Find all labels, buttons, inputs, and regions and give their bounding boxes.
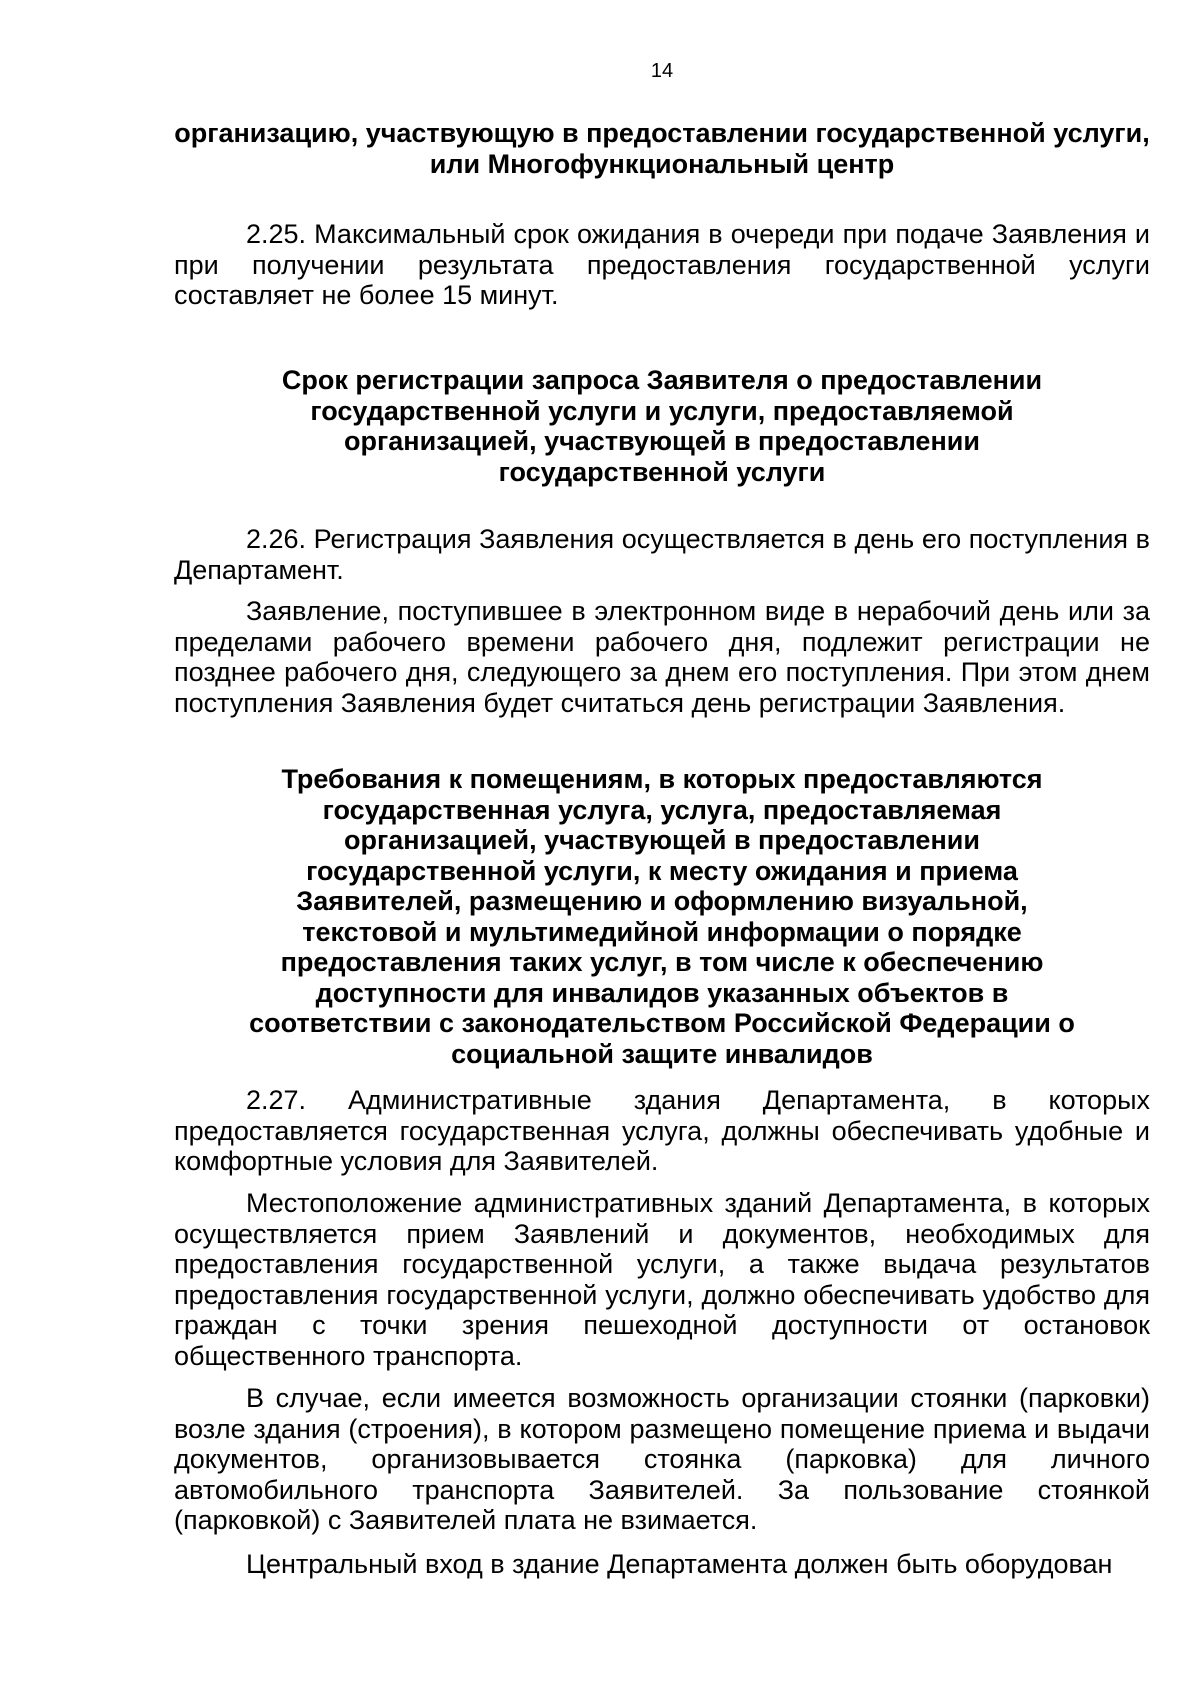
paragraph-2-26: 2.26. Регистрация Заявления осуществляется в день его поступления в Департамент.	[174, 524, 1150, 585]
section-heading-premises-requirements: Требования к помещениям, в которых предоставляются государственная услуга, услуга, предоставляемая организацией, участвующей в предоставлении государственной услуги, к месту ожидания и приема Заявителей, размещению и оформлению визуальной, текстовой и мультимедийной информации о порядке предоставления таких услуг, в том числе к обеспечению доступности для инвалидов указанных объектов в соответствии с законодательством Российской Федерации о социальной защите инвалидов	[249, 764, 1075, 1069]
paragraph-2-27-location: Местоположение административных зданий Департамента, в которых осуществляется прием Заявлений и документов, необходимых для предоставления государственной услуги, а также выдача результатов предоставления государственной услуги, должно обеспечивать удобство для граждан с точки зрения пешеходной доступности от остановок общественного транспорта.	[174, 1188, 1150, 1371]
document-page	[174, 0, 1150, 1698]
paragraph-2-27: 2.27. Административные здания Департамента, в которых предоставляется государственная услуга, должны обеспечивать удобные и комфортные условия для Заявителей.	[174, 1085, 1150, 1176]
paragraph-2-25: 2.25. Максимальный срок ожидания в очереди при подаче Заявления и при получении результата предоставления государственной услуги составляет не более 15 минут.	[174, 219, 1150, 310]
paragraph-2-27-entrance: Центральный вход в здание Департамента должен быть оборудован	[246, 1549, 1113, 1579]
page-number: 14	[650, 60, 674, 82]
section-heading-registration-term: Срок регистрации запроса Заявителя о предоставлении государственной услуги и услуги, предоставляемой организацией, участвующей в предоставлении государственной услуги	[281, 365, 1043, 487]
paragraph-2-26-electronic: Заявление, поступившее в электронном виде в нерабочий день или за пределами рабочего времени рабочего дня, подлежит регистрации не позднее рабочего дня, следующего за днем его поступления. При этом днем поступления Заявления будет считаться день регистрации Заявления.	[174, 596, 1150, 718]
paragraph-2-27-parking: В случае, если имеется возможность организации стоянки (парковки) возле здания (строения), в котором размещено помещение приема и выдачи документов, организовывается стоянка (парковка) для личного автомобильного транспорта Заявителей. За пользование стоянкой (парковкой) с Заявителей плата не взимается.	[174, 1383, 1150, 1535]
section-heading-continuation: организацию, участвующую в предоставлении государственной услуги, или Многофункциональный центр	[174, 118, 1150, 179]
